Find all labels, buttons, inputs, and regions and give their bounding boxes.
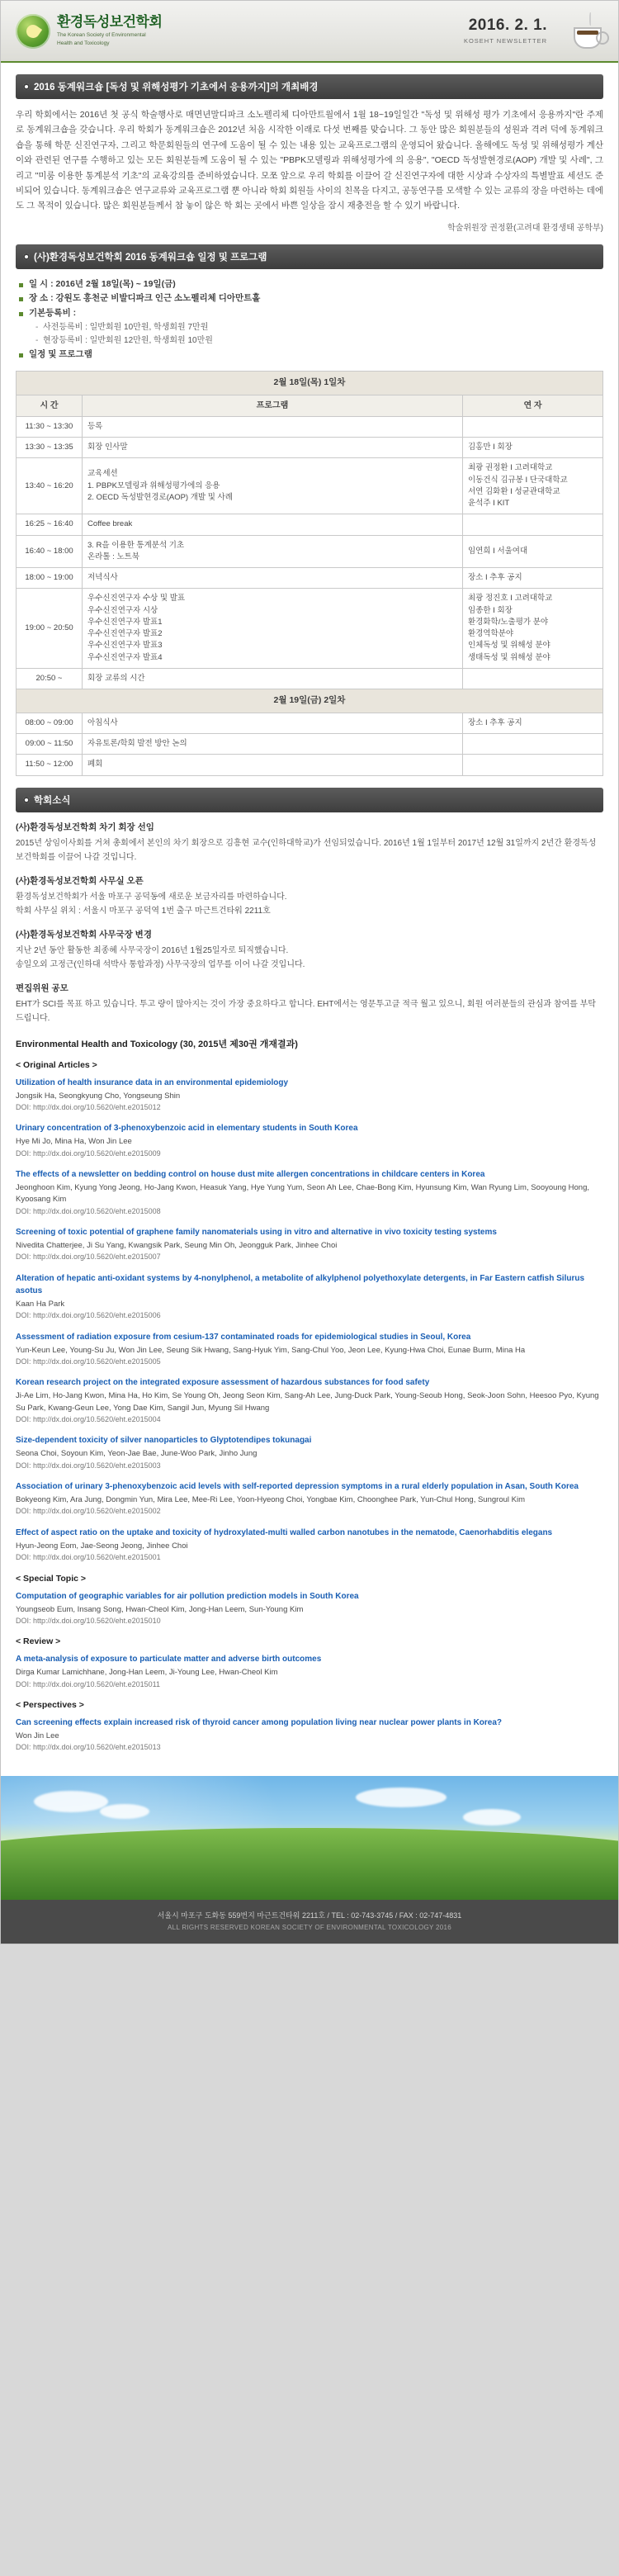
article-title-link[interactable]: Can screening effects explain increased risk of thyroid cancer among population living near nuclear power plants in Korea? — [16, 1718, 503, 1727]
article-doi[interactable]: DOI: http://dx.doi.org/10.5620/eht.e2015012 — [16, 1102, 161, 1111]
schedule-column-header — [17, 395, 603, 416]
schedule-program: 회장 교류의 시간 — [83, 668, 463, 689]
journal-article — [16, 1331, 603, 1368]
journal-article — [16, 1527, 603, 1564]
article-title-link[interactable]: Assessment of radiation exposure from cesium-137 contaminated roads for epidemiological studies in Seoul, Korea — [16, 1332, 471, 1342]
workshop-paragraph: 우리 학회에서는 2016년 첫 공식 학술행사로 매면년말디파크 소노펠리체 디아만트월에서 1월 18~19일일간 "독성 및 위해성 평가 기초에서 응용까지"란 주제로 동계워크숍을 갖습니다. 우리 학회가 동계워크숍은 2012년 처음 시작한 이래로 다섯 번째를 맞습니다. 그 동안 많은 회원분들의 성원과 격려 덕에 동계워크숍을 통해 학문 신진연구자, 그리고 학문회원들의 연구에 도움이 될 수 있는 내용 있는 교육프로그램의 운영되어 왔습니다. 올해에도 독성 및 위해성평가 계산 이와 관련된 연구를 수행하고 있는 모든 회원분들께 도움이 될 수 있는 "PBPK모델링과 위해성평가에 의 응용", "OECD 독성발현경로(AOP) 개발 및 사례", 그리고 "미룸 이용한 통계분석 기초"의 교육강의를 준비하였습니다. 모쪼 앞으로 우리 학회를 이끌어 갈 신진연구자에 대한 시상과 수상자의 특별발표 세션도 준비되어 있습니다. 동계워크숍은 연구교류와 교육프로그램 뿐 아니라 학회 회원들 사이의 친목을 다지고, 공동연구를 모색할 수 있는 교류의 장을 마련하는 데에도 그 목적이 있습니다. 많은 회원분들께서 참 놓이 않은 학 회는 곳에서 바쁜 일상을 잠시 재충전을 할 수 있기 바랍니다. — [16, 110, 603, 211]
section-heading-workshop — [16, 74, 603, 99]
bullet-dot-icon — [23, 253, 30, 260]
schedule-day-label: 2월 18일(목) 1일차 — [17, 372, 603, 395]
journal-category-heading: < Special Topic > — [16, 1573, 87, 1584]
schedule-time: 20:50 ~ — [17, 668, 83, 689]
article-doi[interactable]: DOI: http://dx.doi.org/10.5620/eht.e2015005 — [16, 1357, 161, 1366]
article-title-link[interactable]: Urinary concentration of 3-phenoxybenzoic acid in elementary students in South Korea — [16, 1124, 358, 1134]
bullet-dot-icon — [23, 83, 30, 90]
schedule-time: 08:00 ~ 09:00 — [17, 713, 83, 733]
newsletter-body — [1, 63, 618, 1900]
article-doi[interactable]: DOI: http://dx.doi.org/10.5620/eht.e2015010 — [16, 1616, 161, 1625]
article-doi[interactable]: DOI: http://dx.doi.org/10.5620/eht.e2015011 — [16, 1679, 160, 1688]
list-item — [19, 291, 603, 306]
schedule-time: 11:50 ~ 12:00 — [17, 755, 83, 775]
coffee-cup-icon — [555, 12, 603, 50]
schedule-day-header — [17, 689, 603, 713]
schedule-speaker: 장소 I 추후 공지 — [463, 713, 603, 733]
journal-heading: Environmental Health and Toxicology (30, 2015년 제30권 개재결과) — [16, 1039, 298, 1049]
schedule-table — [16, 371, 603, 776]
schedule-program: 우수신진연구자 수상 및 발표 우수신진연구자 시상 우수신진연구자 발표1 우수신진연구자 발표2 우수신진연구자 발표3 우수신진연구자 발표4 — [83, 589, 463, 669]
schedule-time: 16:40 ~ 18:00 — [17, 535, 83, 568]
article-authors: Hyun-Jeong Eom, Jae-Seong Jeong, Jinhee Choi — [16, 1541, 188, 1551]
article-doi[interactable]: DOI: http://dx.doi.org/10.5620/eht.e2015001 — [16, 1553, 161, 1561]
schedule-time: 16:25 ~ 16:40 — [17, 514, 83, 535]
journal-article — [16, 1717, 603, 1754]
article-authors: Kaan Ha Park — [16, 1299, 65, 1309]
section-heading-event — [16, 244, 603, 269]
schedule-time: 09:00 ~ 11:50 — [17, 734, 83, 755]
journal-article — [16, 1226, 603, 1263]
journal-article — [16, 1434, 603, 1471]
article-doi[interactable]: DOI: http://dx.doi.org/10.5620/eht.e2015006 — [16, 1311, 161, 1319]
article-title-link[interactable]: Effect of aspect ratio on the uptake and toxicity of hydroxylated-multi walled carbon nanotubes in the nematode, Caenorhabditis elegans — [16, 1527, 553, 1537]
newsletter-label: KOSEHT NEWSLETTER — [463, 36, 547, 45]
table-row — [17, 535, 603, 568]
table-row — [17, 734, 603, 755]
article-doi[interactable]: DOI: http://dx.doi.org/10.5620/eht.e2015007 — [16, 1252, 161, 1262]
schedule-program: Coffee break — [83, 514, 463, 535]
journal-category-heading: < Original Articles > — [16, 1059, 97, 1070]
news-item-body: 2015년 상임이사회를 거쳐 총회에서 본인의 차기 회장으로 김흥현 교수(인하대학교)가 선임되었습니다. 2016년 1월 1일부터 2017년 12월 31일까지 2년간 환경독성보건학회를 이끌어 나갈 것입니다. — [16, 838, 597, 862]
article-authors: Dirga Kumar Lamichhane, Jong-Han Leem, Ji-Young Lee, Hwan-Cheol Kim — [16, 1668, 278, 1678]
landscape-photo — [1, 1776, 618, 1900]
article-doi[interactable]: DOI: http://dx.doi.org/10.5620/eht.e2015004 — [16, 1414, 161, 1423]
article-doi[interactable]: DOI: http://dx.doi.org/10.5620/eht.e2015013 — [16, 1743, 161, 1752]
journal-article — [16, 1653, 603, 1690]
table-row — [17, 438, 603, 458]
news-list — [16, 821, 603, 1025]
schedule-program: 저녁식사 — [83, 568, 463, 589]
event-bullet-label: 일정 및 프로그램 — [29, 349, 92, 360]
article-authors: Bokyeong Kim, Ara Jung, Dongmin Yun, Mira Lee, Mee-Ri Lee, Yoon-Hyeong Choi, Yongbae Kim, Choonghee Park, Yun-Chul Hong, Sungroul Kim — [16, 1495, 526, 1504]
article-authors: Jongsik Ha, Seongkyung Cho, Yongseung Shin — [16, 1091, 181, 1101]
article-title-link[interactable]: Screening of toxic potential of graphene family nanomaterials using in vitro and alternative in vivo toxicity testing systems — [16, 1228, 497, 1237]
schedule-speaker: 최광 권정환 I 고려대학교 이동건식 김규봉 I 단국대학교 서연 김화환 I 성균관대학교 윤석주 I KIT — [463, 458, 603, 514]
schedule-time: 13:40 ~ 16:20 — [17, 458, 83, 514]
schedule-program: 자유토론/학회 발전 방안 논의 — [83, 734, 463, 755]
schedule-program: 교육세션 1. PBPK모델링과 위해성평가에의 응용 2. OECD 독성발현경로(AOP) 개발 및 사례 — [83, 458, 463, 514]
article-doi[interactable]: DOI: http://dx.doi.org/10.5620/eht.e2015003 — [16, 1461, 161, 1470]
schedule-speaker: 장소 I 추후 공지 — [463, 568, 603, 589]
schedule-program: 폐회 — [83, 755, 463, 775]
article-authors: Nivedita Chatterjee, Ji Su Yang, Kwangsik Park, Seung Min Oh, Jeongguk Park, Jinhee Choi — [16, 1241, 338, 1250]
list-item — [19, 277, 603, 292]
schedule-column-label: 프로그램 — [83, 395, 463, 416]
news-item — [16, 928, 603, 972]
article-title-link[interactable]: Korean research project on the integrated exposure assessment of hazardous substances for food safety — [16, 1378, 430, 1388]
workshop-signature: 학술위원장 권정환(고려대 환경생태 공학부) — [447, 223, 603, 233]
schedule-program: 아침식사 — [83, 713, 463, 733]
logo-title-ko: 환경독성보건학회 — [57, 14, 163, 31]
schedule-time: 13:30 ~ 13:35 — [17, 438, 83, 458]
list-item: - 현장등록비 : 일반회원 12만원, 학생회원 10만원 — [35, 334, 603, 348]
article-authors: Ji-Ae Lim, Ho-Jang Kwon, Mina Ha, Ho Kim, Se Young Oh, Jeong Seon Kim, Sang-Ah Lee, Jung-Duck Park, Young-Seoub Hong, Seok-Joon Sohn, Heesoo Pyo, Kyung Su Park, Kwang-Geun Lee, Yong Dae Kim, Sangil Jun, Myung Sil Hwang — [16, 1391, 599, 1413]
journal-article — [16, 1168, 603, 1217]
list-item — [19, 348, 603, 362]
header-meta — [464, 12, 603, 50]
footer-copyright: ALL RIGHTS RESERVED KOREAN SOCIETY OF ENVIRONMENTAL TOXICOLOGY 2016 — [167, 1924, 452, 1932]
table-row — [17, 514, 603, 535]
event-bullet-label: 장 소 : 강원도 홍천군 비발디파크 인근 소노펠리체 디아만트홀 — [29, 293, 261, 304]
table-row — [17, 713, 603, 733]
news-item — [16, 982, 603, 1025]
article-title-link[interactable]: Computation of geographic variables for air pollution prediction models in South Korea — [16, 1591, 359, 1601]
schedule-speaker — [463, 734, 603, 755]
fee-sublist — [29, 321, 603, 348]
article-doi[interactable]: DOI: http://dx.doi.org/10.5620/eht.e2015009 — [16, 1148, 161, 1158]
news-item-body: 지난 2년 동안 활동한 최종혜 사무국장이 2016년 1월25일자로 퇴직했습니다. 송일오외 고정근(인하대 석박사 통합과정) 사무국장의 업무를 이어 나갈 것입니다. — [16, 945, 305, 969]
schedule-column-label: 연 자 — [463, 395, 603, 416]
journal-article — [16, 1272, 603, 1322]
event-bullet-label: 기본등록비 : — [29, 308, 77, 319]
logo-title-en-1: The Korean Society of Environmental — [57, 31, 146, 38]
schedule-speaker — [463, 514, 603, 535]
journal-article — [16, 1590, 603, 1627]
schedule-speaker — [463, 416, 603, 437]
schedule-time: 11:30 ~ 13:30 — [17, 416, 83, 437]
event-bullet-label: 일 시 : 2016년 2월 18일(목) ~ 19일(금) — [29, 278, 176, 289]
news-item-title: (사)환경독성보건학회 사무실 오픈 — [16, 875, 144, 886]
journal-article — [16, 1480, 603, 1518]
schedule-speaker: 최광 정진호 I 고려대학교 임종한 I 회장 환경화학/노출평가 분야 환경역학분야 인체독성 및 위해성 분야 생태독성 및 위해성 분야 — [463, 589, 603, 669]
content-column — [1, 63, 618, 1768]
news-item-title: (사)환경독성보건학회 차기 회장 선임 — [16, 822, 154, 832]
table-row — [17, 568, 603, 589]
article-authors: Seona Choi, Soyoun Kim, Yeon-Jae Bae, June-Woo Park, Jinho Jung — [16, 1449, 258, 1459]
article-authors: Yun-Keun Lee, Young-Su Ju, Won Jin Lee, Seung Sik Hwang, Sang-Hyuk Yim, Sang-Chul Yoo, Jeon Lee, Kyung-Hwa Choi, Eunae Burm, Mina Ha — [16, 1345, 526, 1355]
journal-category-heading: < Perspectives > — [16, 1700, 84, 1710]
table-row — [17, 755, 603, 775]
article-title-link[interactable]: Size-dependent toxicity of silver nanoparticles to Glyptotendipes tokunagai — [16, 1436, 312, 1446]
list-item: - 사전등록비 : 일반회원 10만원, 학생회원 7만원 — [35, 321, 603, 334]
news-item-title: 편집위원 공모 — [16, 983, 69, 993]
schedule-day-label: 2월 19일(금) 2일차 — [17, 689, 603, 713]
footer-address: 서울시 마포구 도화동 559번지 마근트건타워 2211호 / TEL : 02-743-3745 / FAX : 02-747-4831 — [157, 1911, 462, 1920]
list-item — [19, 306, 603, 348]
news-item-body: EHT가 SCI를 목표 하고 있습니다. 투고 량이 많아지는 것이 가장 중요하다고 합니다. EHT에서는 영문투고클 적극 월고 있으니, 회원 여러분들의 관심과 참여를 부탁드립니다. — [16, 999, 596, 1023]
article-authors: Won Jin Lee — [16, 1731, 59, 1740]
schedule-time: 18:00 ~ 19:00 — [17, 568, 83, 589]
journal-article — [16, 1122, 603, 1159]
journal-article-list — [16, 1060, 603, 1754]
schedule-speaker — [463, 755, 603, 775]
schedule-speaker — [463, 668, 603, 689]
article-authors: Jeonghoon Kim, Kyung Yong Jeong, Ho-Jang Kwon, Heasuk Yang, Hye Yung Yum, Seon Ah Lee, Chae-Bong Kim, Hyunsung Kim, Wan Ryung Lim, Sooyoung Hong, Kyoosang Kim — [16, 1183, 589, 1205]
article-title-link[interactable]: Alteration of hepatic anti-oxidant systems by 4-nonylphenol, a metabolite of alkylphenol polyethoxylate detergents, in Far Eastern catfish Silurus asotus — [16, 1273, 585, 1295]
news-item-body: 환경독성보건학회가 서울 마포구 공덕동에 새로운 보금자리를 마련하습니다. 학회 사무실 위치 : 서울시 마포구 공덕역 1번 출구 마근트건타워 2211호 — [16, 892, 287, 916]
section-heading-workshop-label: 2016 동계워크숍 [독성 및 위해성평가 기초에서 응용까지]의 개최배경 — [34, 83, 319, 92]
table-row — [17, 416, 603, 437]
table-row — [17, 589, 603, 669]
article-title-link[interactable]: The effects of a newsletter on bedding control on house dust mite allergen concentrations in childcare centers in Korea — [16, 1170, 485, 1179]
article-title-link[interactable]: A meta-analysis of exposure to particulate matter and adverse birth outcomes — [16, 1655, 322, 1664]
issue-date: 2016. 2. 1. — [468, 17, 547, 35]
journal-article — [16, 1077, 603, 1114]
schedule-program: 회장 인사말 — [83, 438, 463, 458]
news-item — [16, 874, 603, 918]
article-authors: Hye Mi Jo, Mina Ha, Won Jin Lee — [16, 1137, 132, 1147]
article-authors: Youngseob Eum, Insang Song, Hwan-Cheol Kim, Jong-Han Leem, Sun-Young Kim — [16, 1604, 304, 1614]
table-row — [17, 668, 603, 689]
page-footer — [1, 1900, 618, 1944]
section-heading-news-label: 학회소식 — [34, 795, 71, 806]
journal-article — [16, 1376, 603, 1425]
society-logo — [16, 14, 162, 49]
news-item — [16, 821, 603, 864]
article-title-link[interactable]: Association of urinary 3-phenoxybenzoic acid levels with self-reported depression symptoms in a rural elderly population in Asan, South Korea — [16, 1482, 579, 1491]
bullet-dot-icon — [23, 797, 30, 803]
table-row — [17, 458, 603, 514]
leaf-circle-icon — [16, 14, 50, 49]
schedule-speaker: 김홍만 I 회장 — [463, 438, 603, 458]
schedule-program: 3. R을 이용한 통계분석 기초 온라톨 : 노트북 — [83, 535, 463, 568]
logo-title-en-2: Health and Toxicology — [57, 40, 110, 46]
article-title-link[interactable]: Utilization of health insurance data in an environmental epidemiology — [16, 1077, 289, 1087]
schedule-day-header — [17, 372, 603, 395]
event-info-list — [16, 277, 603, 362]
page-header — [1, 1, 618, 63]
article-doi[interactable]: DOI: http://dx.doi.org/10.5620/eht.e2015002 — [16, 1507, 161, 1516]
section-heading-event-label: (사)환경독성보건학회 2016 동계워크숍 일정 및 프로그램 — [34, 252, 267, 263]
news-item-title: (사)환경독성보건학회 사무국장 변경 — [16, 929, 152, 940]
schedule-program: 등록 — [83, 416, 463, 437]
article-doi[interactable]: DOI: http://dx.doi.org/10.5620/eht.e2015008 — [16, 1206, 161, 1215]
schedule-speaker: 임연희 I 서울여대 — [463, 535, 603, 568]
journal-category-heading: < Review > — [16, 1636, 61, 1647]
schedule-column-label: 시 간 — [17, 395, 83, 416]
schedule-time: 19:00 ~ 20:50 — [17, 589, 83, 669]
section-heading-news — [16, 788, 603, 812]
